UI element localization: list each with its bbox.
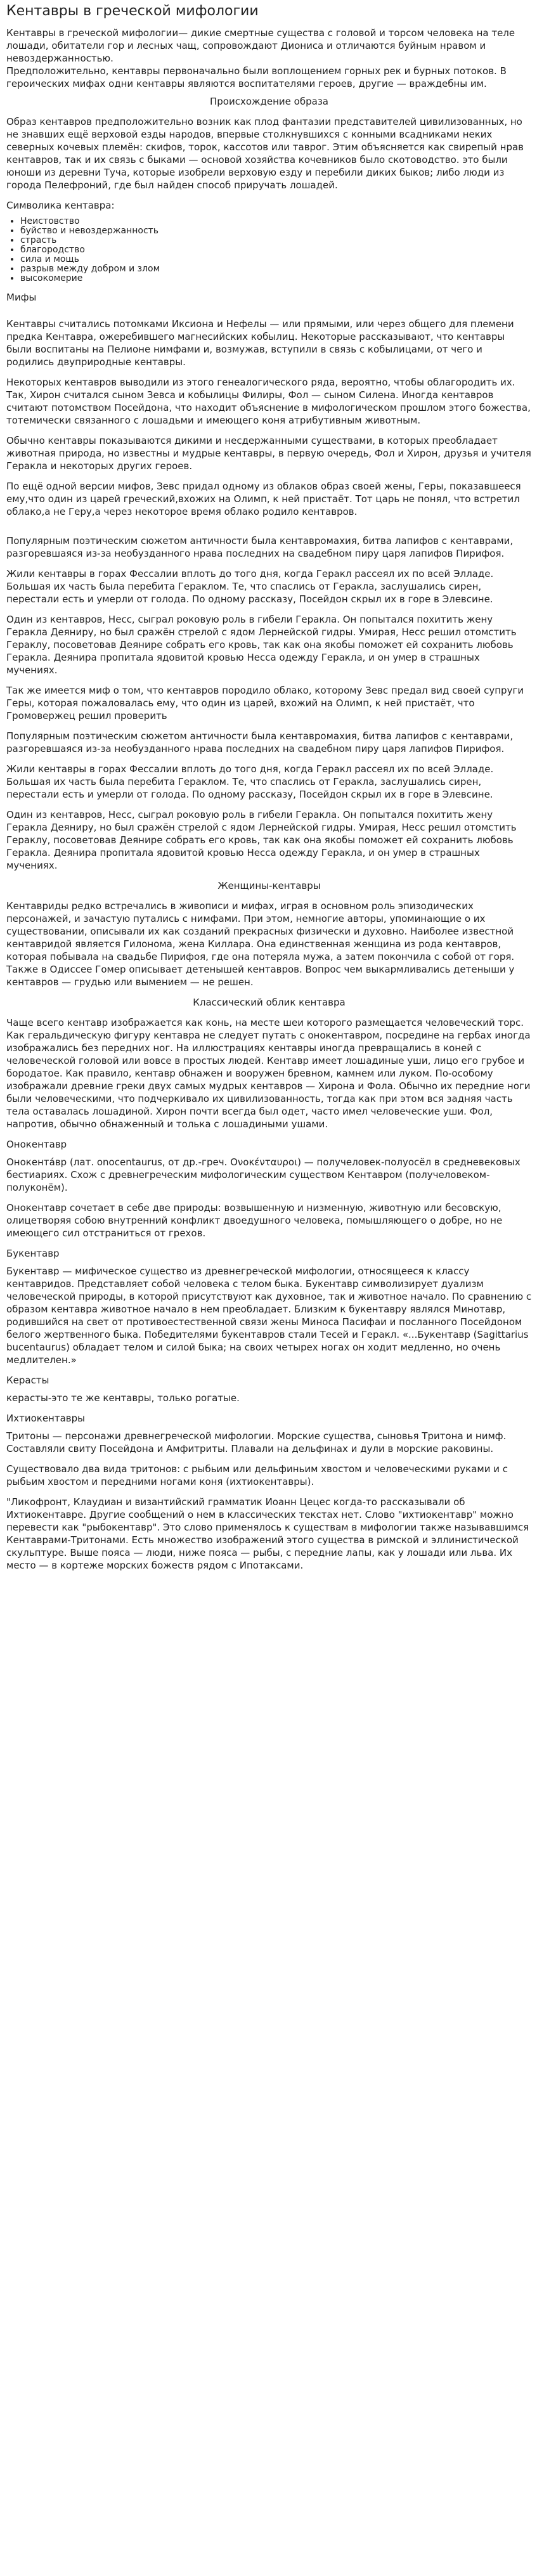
myths-paragraph: Кентавры считались потомками Иксиона и Нефелы — или прямыми, или через общего для племени предка Кентавра, ожеребившего магнесийских кобылиц. Некоторые рассказывают, что кентавры были воспитаны на Пелионе нимфами и, возмужав, вступили в связь с кобылицами, от чего и родились двуприродные кентавры. xyxy=(6,318,514,368)
bukentavr-label: Букентавр xyxy=(6,1248,60,1259)
kentavromakhia-paragraph: Жили кентавры в горах Фессалии вплоть до того дня, когда Геракл рассеял их по всей Элладе. Большая их часть была перебита Гераклом. Те, что спаслись от Геракла, заслушались сирен, перестали есть и умерли от голода. По одному рассказу, Посейдон скрыл их в горе в Элевсине. xyxy=(6,568,494,605)
ikhtiokentavry-paragraph: Существовало два вида тритонов: с рыбьим или дельфиньим хвостом и человеческими руками и с рыбьим хвостом и передними ногами коня (ихтиокентавры). xyxy=(6,1463,508,1487)
women-paragraph: Кентавриды редко встречались в живописи и мифах, играя в основном роль эпизодических персонажей, и зачастую путались с нимфами. При этом, немногие авторы, упоминающие о их существовании, описывали их как созданий прекрасных физически и духовно. Наиболее известной кентавридой является Гилонома, жена Киллара. Она единственная женщина из рода кентавров, которая побывала на свадьбе Пирифоя, где она потеряла мужа, а затем покончила с собой от горя. Также в Одиссее Гомер описывает детенышей кентавров. Вопрос чем выкармливались детеныши у кентавров — грудью или вымением — не решен. xyxy=(6,900,515,988)
origin-heading: Происхождение образа xyxy=(209,96,328,107)
origin-paragraph: Образ кентавров предположительно возник как плод фантазии представителей цивилизованных, но не знавших ещё верховой езды народов, впервые столкнувшихся с конными всадниками неких северных кочевых племён: скифов, торок, кассотов или таврог. Этим объясняется как свирепый нрав кентавров, так и их связь с быками — основой хозяйства кочевников было скотоводство. это были юноши из деревни Туча, которые изобрели верховую езду и перебили диких быков; либо люди из города Пелефроний, где был найден способ приручать лошадей. xyxy=(6,116,524,191)
onokentavr-paragraph: Онокента́вр (лат. onocentaurus, от др.-греч. Ονοκένταυροι) — получеловек-полуосёл в средневековых бестиариях. Схож с древнегреческим мифологическим существом Кентавром (получеловеком-полуконём). xyxy=(6,1156,521,1193)
ikhtiokentavry-label: Ихтиокентавры xyxy=(6,1413,85,1424)
onokentavr-paragraph: Онокентавр сочетает в себе две природы: возвышенную и низменную, животную или бесовскую, олицетворяя собою внутренний конфликт двоедушного человека, помышляющего о добре, но не имеющего сил отстраниться от грехов. xyxy=(6,1202,503,1239)
symbols-list xyxy=(6,217,532,283)
kentavromakhia-paragraph: Популярным поэтическим сюжетом античности была кентавромахия, битва лапифов с кентаврами, разгоревшаяся из-за необузданного нрава последних на свадебном пиру царя лапифов Пирифоя. xyxy=(6,730,514,754)
list-item: • благородство xyxy=(20,245,532,255)
classic-heading: Классический облик кентавра xyxy=(193,997,346,1008)
kerasty-label: Керасты xyxy=(6,1375,49,1386)
onokentavr-label: Онокентавр xyxy=(6,1139,67,1150)
ikhtiokentavry-paragraph: Тритоны — персонажи древнегреческой мифологии. Морские существа, сыновья Тритона и нимф. Составляли свиту Посейдона и Амфитриты. Плавали на дельфинах и дули в морские раковины. xyxy=(6,1430,507,1454)
myths-paragraph: По ещё одной версии мифов, Зевс придал одному из облаков образ своей жены, Геры, показавшееся ему,что один из царей греческий,вхожих на Олимп, к ней пристаёт. Тот царь не понял, что встретил облако,а не Геру,а через некоторое время облако родило кентавров. xyxy=(6,481,521,517)
list-item: • буйство и невоздержанность xyxy=(20,226,532,236)
women-heading: Женщины-кентавры xyxy=(217,880,321,891)
myths-label: Мифы xyxy=(6,292,37,303)
list-item: • сила и мощь xyxy=(20,255,532,264)
kerasty-paragraph: керасты-это те же кентавры, только рогатые. xyxy=(6,1392,240,1404)
intro-section xyxy=(6,27,532,90)
classic-paragraph: Чаще всего кентавр изображается как конь, на месте шеи которого размещается человеческий торс. Как геральдическую фигуру кентавра не следует путать с онокентавром, посредине на гербах иногда изображались без передних ног. На иллюстрациях кентавры иногда превращались в коней с человеческой головой или вовсе в простых людей. Кентавр имеет лошадиные уши, лицо его грубое и бородатое. Как правило, кентавр обнажен и вооружен бревном, камнем или луком. По-особому изображали древние греки двух самых мудрых кентавров — Хирона и Фола. Обычно их передние ноги были человеческими, что подчеркивало их цивилизованность, тогда как при этом вся задняя часть тела оставалась лошадиной. Хирон почти всегда был одет, часто имел человеческие уши. Фол, напротив, обычно обнаженный и толька с лошадиными ушами. xyxy=(6,1017,531,1130)
spacer xyxy=(6,526,532,534)
kentavromakhia-paragraph: Один из кентавров, Несс, сыграл роковую роль в гибели Геракла. Он попытался похитить жену Геракла Деяниру, но был сражён стрелой с ядом Лернейской гидры. Умирая, Несс решил отомстить Гераклу, посоветовав Деянире собрать его кровь, так как она якобы поможет ей сохранить любовь Геракла. Деянира пропитала ядовитой кровью Несса одежду Геракла, и он умер в страшных мучениях. xyxy=(6,809,517,871)
ikhtiokentavry-paragraph: "Ликофронт, Клаудиан и византийский грамматик Иоанн Цецес когда-то рассказывали об Ихтиокентавре. Другие сообщений о нем в классических текстах нет. Слово "ихтиокентавр" можно перевести как "рыбокентавр". Это слово применялось к существам в мифологии также называвшимся Кентаврами-Тритонами. Есть множество изображений этого существа в римской и эллинистической скульптуре. Выше пояса — люди, ниже пояса — рыбы, с передние лапы, как у лошади или льва. Их место — в кортеже морских божеств рядом с Ипотаксами. xyxy=(6,1496,529,1571)
document-page xyxy=(0,3,537,1583)
myths-paragraph: Некоторых кентавров выводили из этого генеалогического ряда, вероятно, чтобы облагородить их. Так, Хирон считался сыном Зевса и кобылицы Филиры, Фол — сыном Силена. Иногда кентавров считают потомством Посейдона, что находит объяснение в мифологическом прошлом этого божества, тотемически связанного с лошадьми и имеющего коня атрибутивным животным. xyxy=(6,377,531,426)
list-item: • страсть xyxy=(20,236,532,245)
kentavromakhia-paragraph: Так же имеется миф о том, что кентавров породило облако, которому Зевс предал вид своей супруги Геры, которая пожаловалась ему, что один из царей, вхожий на Олимп, к ней пристаёт, что Громовержец решил проверить xyxy=(6,685,524,722)
kentavromakhia-paragraph: Жили кентавры в горах Фессалии вплоть до того дня, когда Геракл рассеял их по всей Элладе. Большая их часть была перебита Гераклом. Те, что спаслись от Геракла, заслушались сирен, перестали есть и умерли от голода. По одному рассказу, Посейдон скрыл их в горе в Элевсине. xyxy=(6,763,494,800)
symbols-label: Символика кентавра: xyxy=(6,200,115,211)
list-item: • разрыв между добром и злом xyxy=(20,264,532,274)
intro-paragraph: Предположительно, кентавры первоначально были воплощением горных рек и бурных потоков. В героических мифах одни кентавры являются воспитателями героев, другие — враждебны им. xyxy=(6,65,507,89)
kentavromakhia-paragraph: Популярным поэтическим сюжетом античности была кентавромахия, битва лапифов с кентаврами, разгоревшаяся из-за необузданного нрава последних на свадебном пиру царя лапифов Пирифоя. xyxy=(6,535,514,559)
page-title: Кентавры в греческой мифологии xyxy=(6,3,259,19)
myths-paragraph: Обычно кентавры показываются дикими и несдержанными существами, в которых преобладает животная природа, но известны и мудрые кентавры, в первую очередь, Фол и Хирон, друзья и учителя Геракла и некоторых других героев. xyxy=(6,435,531,472)
intro-paragraph: Кентавры в греческой мифологии— дикие смертные существа с головой и торсом человека на теле лошади, обитатели гор и лесных чащ, сопровождают Диониса и отличаются буйным нравом и невоздержанностью. xyxy=(6,27,515,64)
bukentavr-paragraph: Букентавр — мифическое существо из древнегреческой мифологии, относящееся к классу кентавридов. Представляет собой человека с телом быка. Букентавр символизирует дуализм человеческой природы, в которой присутствуют как духовное, так и животное начало. По сравнению с образом кентавра животное начало в нем преобладает. Близким к букентавру являлся Минотавр, родившийся на свет от противоестественной связи жены Миноса Пасифаи и посланного Посейдоном белого жертвенного быка. Победителями букентавров стали Тесей и Геракл. «...Букентавр (Sagittarius bucentaurus) обладает телом и силой быка; на своих четырех ногах он ходит медленно, но очень медлителен.» xyxy=(6,1265,532,1366)
list-item: • высокомерие xyxy=(20,274,532,283)
list-item: • Неистовство xyxy=(20,217,532,226)
kentavromakhia-paragraph: Один из кентавров, Несс, сыграл роковую роль в гибели Геракла. Он попытался похитить жену Геракла Деяниру, но был сражён стрелой с ядом Лернейской гидры. Умирая, Несс решил отомстить Гераклу, посоветовав Деянире собрать его кровь, так как она якобы поможет ей сохранить любовь Геракла. Деянира пропитала ядовитой кровью Несса одежду Геракла, и он умер в страшных мучениях. xyxy=(6,614,517,676)
spacer xyxy=(6,309,532,318)
